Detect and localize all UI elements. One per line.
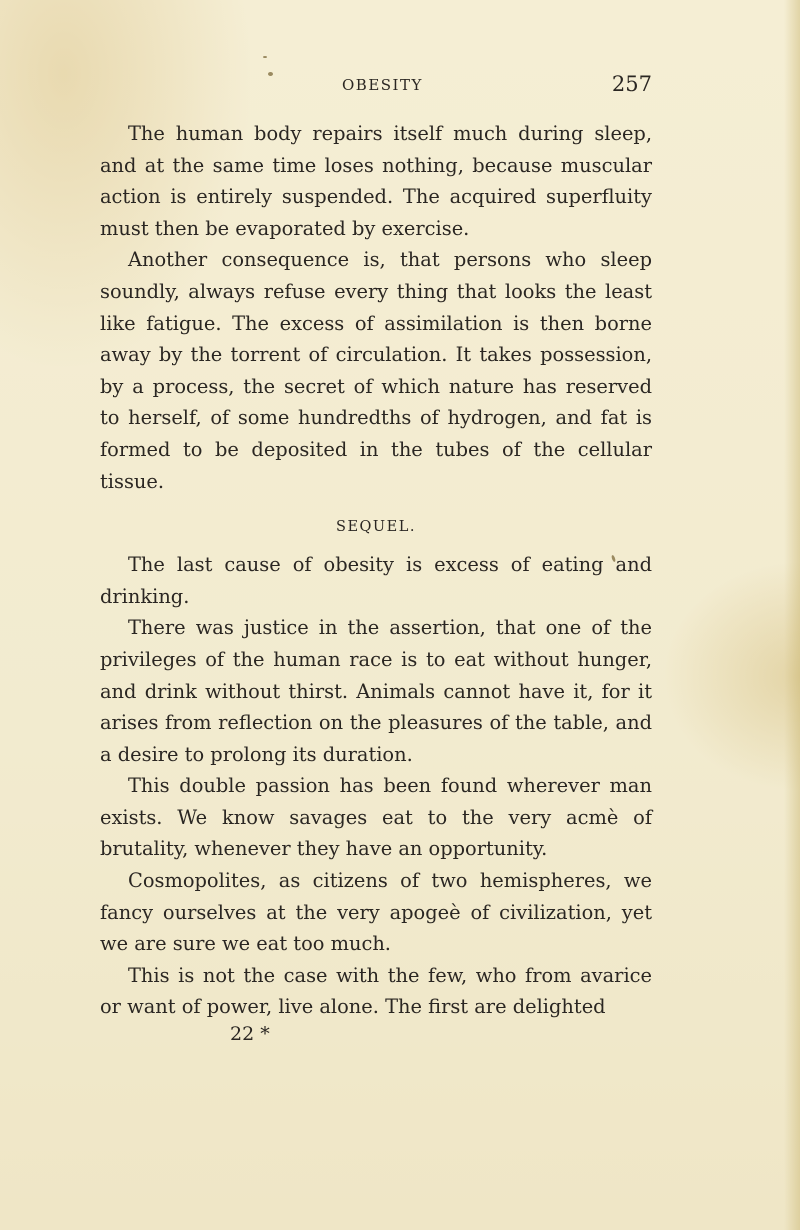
paragraph: The last cause of obesity is excess of eating and drinking. xyxy=(100,553,652,608)
paragraph: There was justice in the assertion, that one of the privileges of the human race is to eat without hunger, and drink without thirst. Animals cannot have it, for it arises from reflection on the pleasures of the table, and a desire to prolong its duration. xyxy=(100,616,652,766)
section-heading: SEQUEL. xyxy=(336,519,416,536)
paragraph: Cosmopolites, as citizens of two hemispheres, we fancy ourselves at the very apogeè of civilization, yet we are sure we eat too much. xyxy=(100,869,652,956)
paragraph: This is not the case with the few, who from avarice or want of power, live alone. The first are delighted xyxy=(100,963,652,1019)
signature-mark: 22 * xyxy=(230,1023,270,1046)
body-text xyxy=(100,118,652,1055)
ink-speck xyxy=(263,56,267,58)
footer-line xyxy=(100,1023,652,1055)
running-head: OBESITY xyxy=(342,76,423,94)
paragraph: Another consequence is, that persons who sleep soundly, always refuse every thing that looks the least like fatigue. The excess of assimilation is then borne away by the torrent of circulation. It takes possession, by a process, the secret of which nature has reserved to herself, of some hundredths of hydrogen, and fat is formed to be deposited in the tubes of the cellular tissue. xyxy=(100,248,652,493)
page-header xyxy=(118,72,652,102)
paragraph: The human body repairs itself much during sleep, and at the same time loses nothing, because muscular action is entirely suspended. The acquired superfluity must then be evaporated by exercise. xyxy=(100,122,652,240)
paragraph: This double passion has been found wherever man exists. We know savages eat to the very acmè of brutality, whenever they have an opportunity. xyxy=(100,774,652,861)
page-edge-shadow xyxy=(784,0,800,1230)
page-number: 257 xyxy=(611,72,652,96)
